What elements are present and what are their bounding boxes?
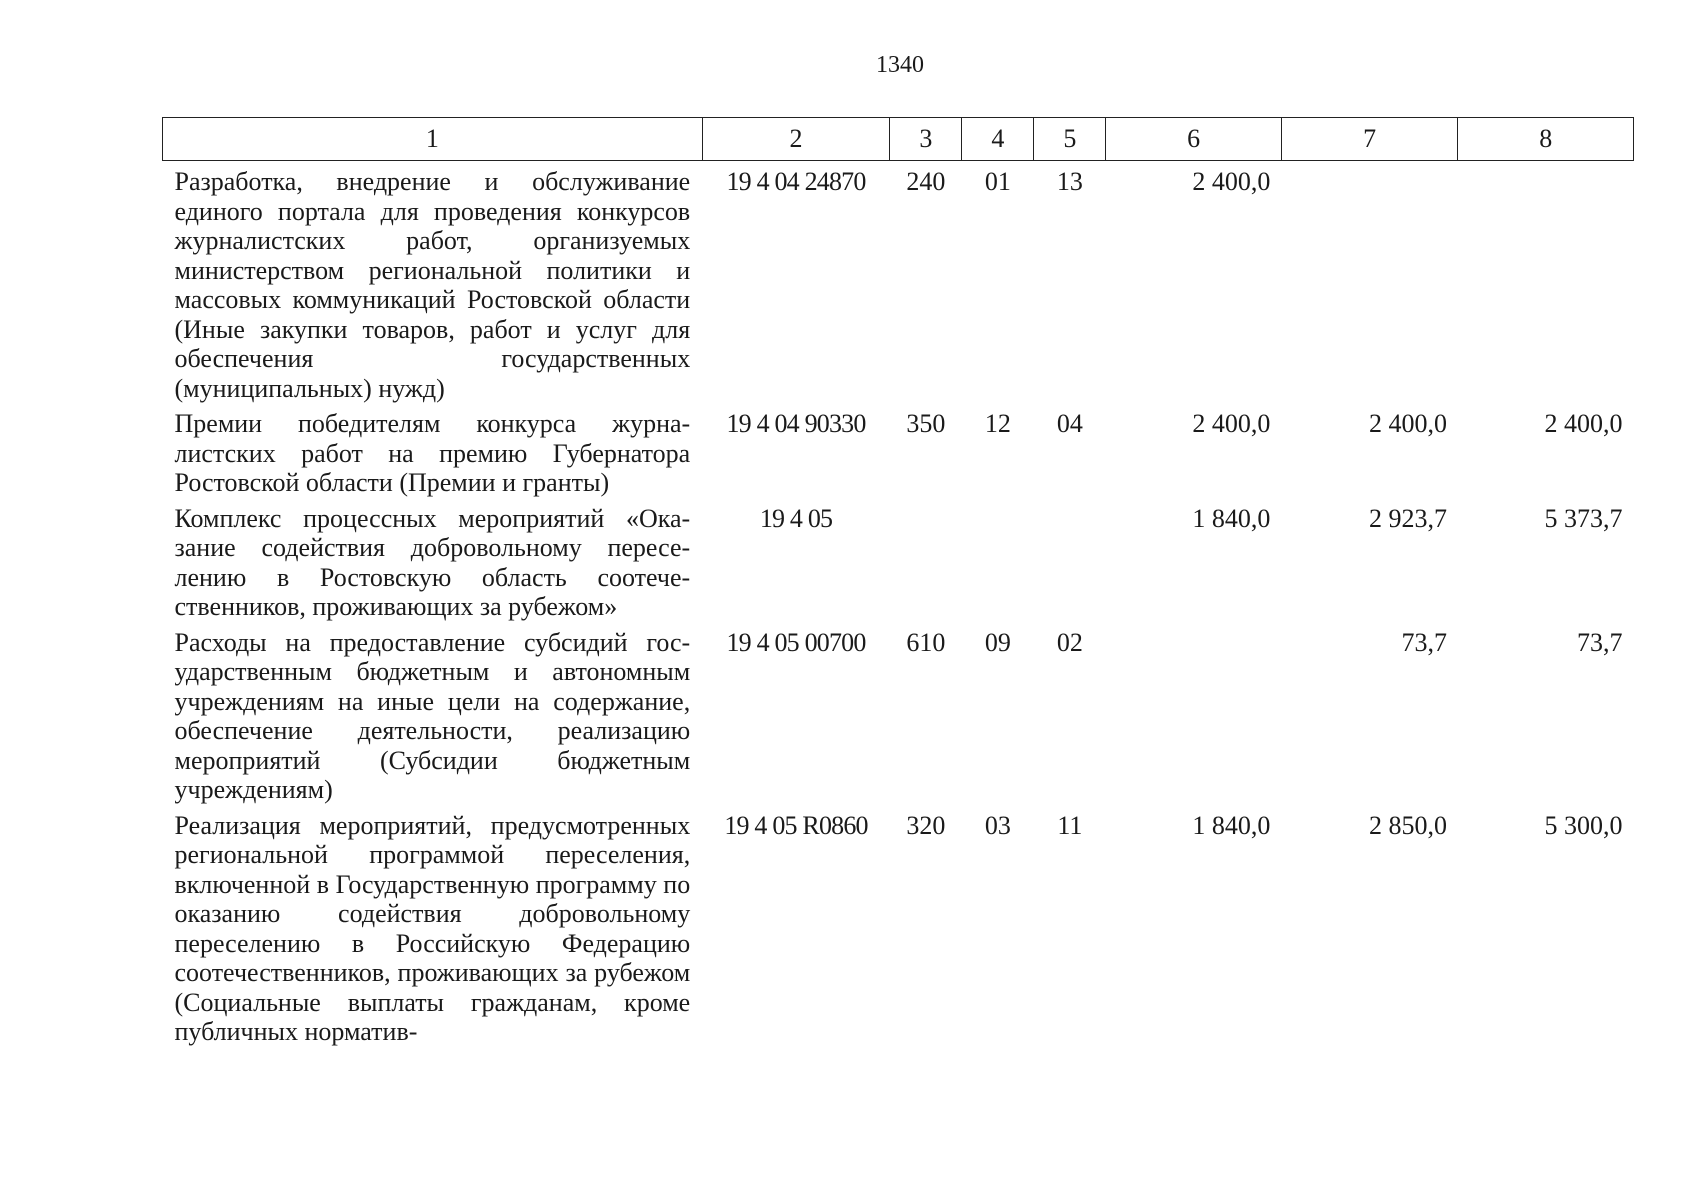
row-code: 19 4 05 xyxy=(759,503,833,533)
column-header-5: 5 xyxy=(1034,118,1106,161)
budget-table xyxy=(162,117,1634,1047)
row-col-5: 13 xyxy=(1056,167,1083,196)
row-col-8: 5 373,7 xyxy=(1544,503,1623,533)
row-col-3: 320 xyxy=(906,810,946,840)
row-name: Реализация мероприятий, предусмотренных региональной программой переселения, включенной в Государственную программу по оказанию содействия добровольному переселению в Российскую Федерацию соотечественников, проживающих за рубежом (Социальные выплаты гражданам, кроме публичных норматив- xyxy=(174,810,691,1046)
row-col-7: 2 923,7 xyxy=(1368,503,1447,533)
column-header-8: 8 xyxy=(1458,118,1634,161)
row-name: Комплекс процессных мероприятий «Оказание содействия добровольному переселению в Ростовскую область соотечественников, проживающих за рубежом» xyxy=(174,503,691,621)
row-col-6: 1 840,0 xyxy=(1192,503,1271,533)
row-col-8: 2 400,0 xyxy=(1544,409,1623,438)
table-row xyxy=(163,805,1634,1047)
row-col-5: 04 xyxy=(1056,409,1083,438)
row-col-6 xyxy=(1106,622,1282,805)
row-col-3 xyxy=(890,498,962,622)
row-col-4: 09 xyxy=(984,627,1011,657)
column-header-4: 4 xyxy=(962,118,1034,161)
row-col-5: 02 xyxy=(1056,627,1083,657)
row-col-6: 2 400,0 xyxy=(1192,167,1271,196)
row-col-6: 2 400,0 xyxy=(1192,409,1271,438)
row-col-8: 73,7 xyxy=(1577,627,1623,657)
row-col-4: 12 xyxy=(984,409,1011,438)
row-col-3: 350 xyxy=(906,409,946,438)
table-row xyxy=(163,403,1634,498)
column-header-7: 7 xyxy=(1281,118,1458,161)
column-header-1: 1 xyxy=(163,118,703,161)
row-col-5 xyxy=(1034,498,1106,622)
row-col-4: 03 xyxy=(984,810,1011,840)
column-header-6: 6 xyxy=(1106,118,1282,161)
row-col-3: 610 xyxy=(906,627,946,657)
row-col-7 xyxy=(1281,161,1458,404)
row-col-7: 2 400,0 xyxy=(1368,409,1447,438)
table-row xyxy=(163,161,1634,404)
row-col-7: 73,7 xyxy=(1401,627,1447,657)
row-code: 19 4 04 24870 xyxy=(726,167,866,196)
row-name: Разработка, внедрение и обслуживание единого портала для проведения конкурсов журналистских работ, организуемых министерством региональной политики и массовых коммуникаций Ростовской области (Иные закупки товаров, работ и услуг для обеспечения государственных (муниципальных) нужд) xyxy=(174,167,691,403)
row-col-3: 240 xyxy=(906,167,946,196)
row-name: Премии победителям конкурса журналистских работ на премию Губернатора Ростовской области (Премии и гранты) xyxy=(174,409,691,497)
row-col-5: 11 xyxy=(1057,810,1083,840)
column-header-3: 3 xyxy=(890,118,962,161)
row-code: 19 4 04 90330 xyxy=(726,409,866,438)
header-row xyxy=(163,118,1634,161)
row-code: 19 4 05 R0860 xyxy=(724,810,868,840)
table-row xyxy=(163,622,1634,805)
column-header-2: 2 xyxy=(702,118,890,161)
table-row xyxy=(163,498,1634,622)
row-col-4 xyxy=(962,498,1034,622)
row-code: 19 4 05 00700 xyxy=(726,627,866,657)
row-col-7: 2 850,0 xyxy=(1368,810,1447,840)
row-col-8 xyxy=(1458,161,1634,404)
row-col-4: 01 xyxy=(984,167,1011,196)
page-number: 1340 xyxy=(876,52,924,78)
row-name: Расходы на предоставление субсидий государственным бюджетным и автономным учреждениям на иные цели на содержание, обеспечение деятельности, реализацию мероприятий (Субсидии бюджетным учреждениям) xyxy=(174,627,691,804)
row-col-6: 1 840,0 xyxy=(1192,810,1271,840)
row-col-8: 5 300,0 xyxy=(1544,810,1623,840)
